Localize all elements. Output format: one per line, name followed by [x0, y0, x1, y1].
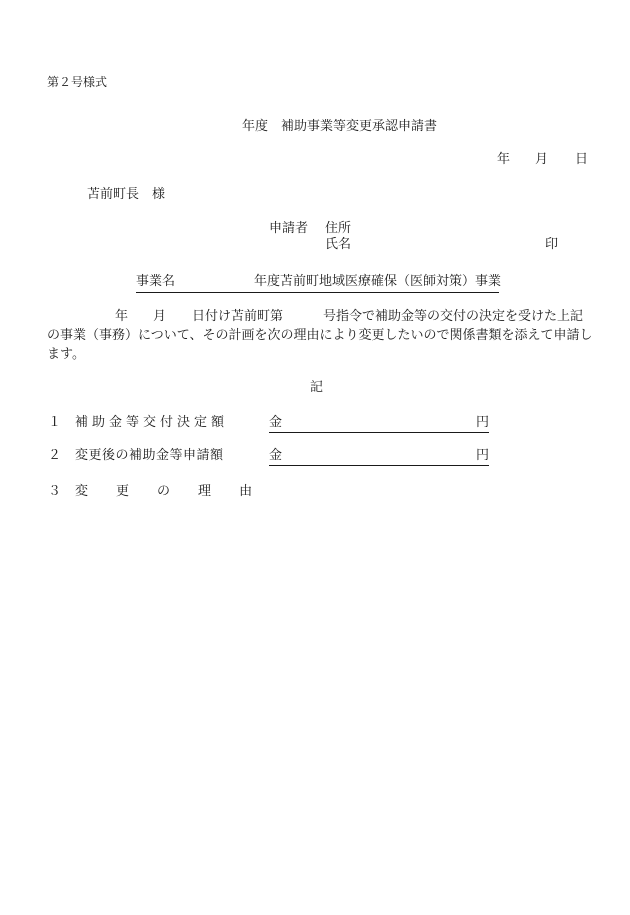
item-3-char-4: 理: [198, 484, 212, 499]
application-body-text: [47, 307, 593, 364]
project-label: 事業名: [136, 274, 176, 289]
body-line-3: ます。: [47, 347, 85, 362]
item-1-number: １: [48, 415, 62, 430]
item-2-amount-field: [269, 449, 489, 466]
body-instruction-text: 号指令で補助金等の交付の決定を受けた上記: [323, 309, 584, 324]
item-2-suffix: 円: [475, 448, 489, 463]
body-line-1: [47, 307, 593, 326]
item-1-label: 補助金等交付決定額: [75, 415, 229, 430]
date-year-label: 年: [497, 152, 511, 167]
body-month-label: 月: [153, 309, 167, 324]
addressee-name: 苫前町長: [87, 187, 140, 202]
date-month-label: 月: [535, 152, 549, 167]
body-line-2: の事業（事務）について、その計画を次の理由により変更したいので関係書類を添えて申請し: [47, 328, 593, 343]
item-3-char-3: の: [157, 484, 171, 499]
body-dated-label: 日付け苫前町第: [192, 309, 284, 324]
seal-label: 印: [545, 237, 559, 252]
item-2-label: 変更後の補助金等申請額: [75, 448, 224, 463]
date-line: [497, 153, 588, 166]
item-2-number: ２: [48, 448, 62, 463]
item-3-char-1: 変: [75, 484, 89, 499]
name-label: 氏名: [325, 237, 352, 252]
item-1-prefix: 金: [269, 415, 283, 430]
addressee: [87, 188, 165, 201]
address-label: 住所: [325, 221, 352, 236]
applicant-label: 申請者: [269, 221, 309, 236]
item-1-suffix: 円: [475, 415, 489, 430]
item-3-char-5: 由: [239, 484, 253, 499]
item-1-amount-field: [269, 416, 489, 433]
item-2-prefix: 金: [269, 448, 283, 463]
ki-heading: 記: [310, 380, 324, 395]
item-3-number: ３: [48, 484, 62, 499]
project-name-line: [136, 274, 502, 293]
item-3-char-2: 更: [116, 484, 130, 499]
item-3-label: [75, 485, 252, 498]
addressee-honorific: 様: [152, 187, 166, 202]
project-value: 年度苫前町地域医療確保（医師対策）事業: [254, 274, 502, 289]
date-day-label: 日: [575, 152, 589, 167]
document-title: 年度 補助事業等変更承認申請書: [242, 119, 438, 134]
form-number: 第２号様式: [47, 75, 108, 89]
body-year-label: 年: [115, 309, 129, 324]
